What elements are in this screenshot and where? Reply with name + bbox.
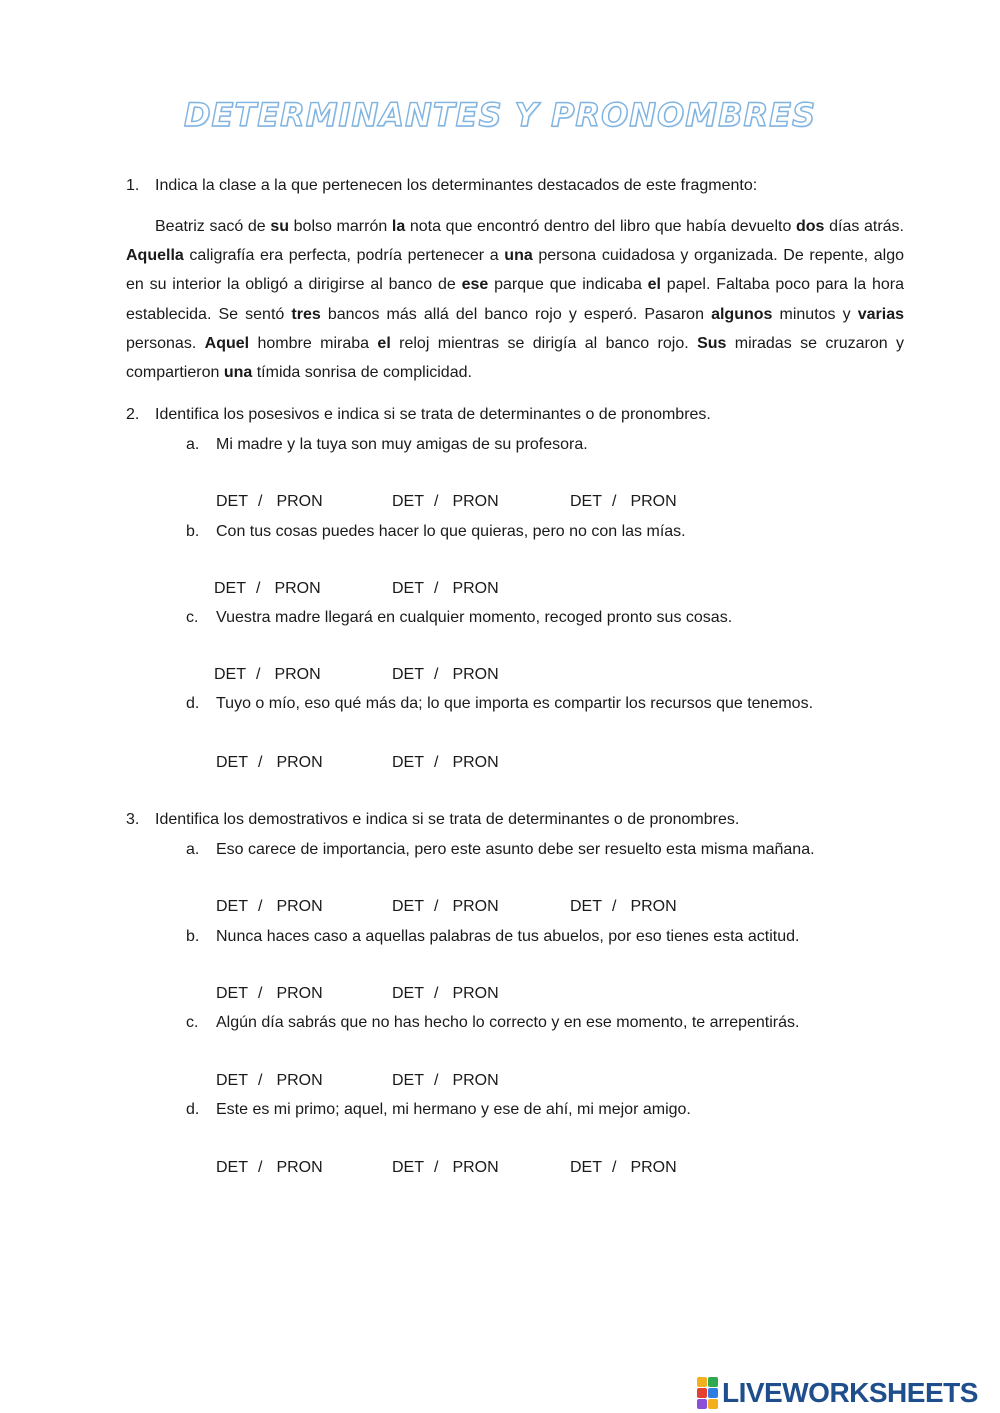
det-pron-choice[interactable]: [392, 580, 499, 598]
pron-option[interactable]: PRON: [276, 493, 323, 510]
det-pron-choice[interactable]: [392, 754, 499, 772]
option-separator: /: [434, 580, 439, 597]
paragraph-text: caligrafía era perfecta, podría pertenecer a: [183, 247, 505, 265]
q2-item-b-letter: b.: [186, 523, 200, 540]
option-separator: /: [258, 898, 263, 915]
highlighted-determinant: ese: [461, 276, 489, 294]
highlighted-determinant: dos: [796, 218, 825, 235]
det-option[interactable]: DET: [392, 754, 424, 771]
option-separator: /: [612, 1159, 617, 1176]
det-option[interactable]: DET: [392, 1072, 424, 1089]
pron-option[interactable]: PRON: [452, 493, 499, 510]
det-option[interactable]: DET: [216, 898, 248, 915]
question-3-prompt: Identifica los demostrativos e indica si se trata de determinantes o de pronombres.: [155, 811, 740, 828]
pron-option[interactable]: PRON: [276, 1072, 323, 1089]
pron-option[interactable]: PRON: [452, 1072, 499, 1089]
det-option[interactable]: DET: [392, 1159, 424, 1176]
option-separator: /: [434, 1159, 439, 1176]
q3-item-b-letter: b.: [186, 928, 200, 945]
q3-item-c-sentence: Algún día sabrás que no has hecho lo correcto y en ese momento, te arrepentirás.: [216, 1014, 800, 1031]
paragraph-text: bolso marrón: [289, 218, 392, 235]
pron-option[interactable]: PRON: [452, 1159, 499, 1176]
det-option[interactable]: DET: [216, 1072, 248, 1089]
highlighted-determinant: la: [391, 218, 406, 235]
q2-item-a-letter: a.: [186, 436, 200, 453]
det-pron-choice[interactable]: [216, 985, 323, 1003]
highlighted-determinant: Sus: [697, 334, 727, 352]
det-pron-choice[interactable]: [216, 493, 323, 511]
det-option[interactable]: DET: [392, 985, 424, 1002]
option-separator: /: [434, 1072, 439, 1089]
highlighted-determinant: varias: [857, 305, 905, 323]
det-option[interactable]: DET: [392, 493, 424, 510]
q2-item-b-sentence: Con tus cosas puedes hacer lo que quieras, pero no con las mías.: [216, 523, 686, 540]
paragraph-text: hombre miraba: [249, 334, 378, 352]
option-separator: /: [256, 580, 261, 597]
paragraph-text: persona cuidadosa y organizada. De repente, algo en su interior la obligó a dirigirse al banco de: [126, 247, 904, 294]
highlighted-determinant: su: [270, 218, 290, 235]
q3-item-c-letter: c.: [186, 1014, 199, 1031]
liveworksheets-brand-text: LIVEWORKSHEETS: [722, 1377, 978, 1408]
det-pron-choice[interactable]: [216, 898, 323, 916]
det-option[interactable]: DET: [392, 898, 424, 915]
det-option[interactable]: DET: [392, 580, 424, 597]
liveworksheets-logo: [697, 1376, 978, 1410]
q3-item-d-letter: d.: [186, 1101, 200, 1118]
q3-item-b-sentence: Nunca haces caso a aquellas palabras de tus abuelos, por eso tienes esta actitud.: [216, 928, 800, 945]
option-separator: /: [434, 898, 439, 915]
paragraph-text: papel. Faltaba poco para la hora establecida. Se sentó: [126, 276, 905, 323]
option-separator: /: [434, 754, 439, 771]
highlighted-determinant: el: [647, 276, 661, 294]
paragraph-text: nota que encontró dentro del libro que había devuelto: [405, 218, 796, 235]
highlighted-determinant: Aquel: [204, 334, 250, 352]
det-option[interactable]: DET: [216, 493, 248, 510]
q2-item-d-sentence: Tuyo o mío, eso qué más da; lo que importa es compartir los recursos que tenemos.: [216, 695, 814, 712]
det-option[interactable]: DET: [216, 1159, 248, 1176]
paragraph-text: parque que indicaba: [488, 276, 648, 294]
det-pron-choice[interactable]: [392, 1072, 499, 1090]
det-option[interactable]: DET: [214, 666, 246, 683]
question-1-number: 1.: [126, 177, 140, 194]
option-separator: /: [434, 985, 439, 1002]
pron-option[interactable]: PRON: [276, 985, 323, 1002]
det-pron-choice[interactable]: [392, 898, 499, 916]
paragraph-text: personas.: [126, 334, 205, 352]
det-pron-choice[interactable]: [216, 1159, 323, 1177]
q2-item-a-sentence: Mi madre y la tuya son muy amigas de su profesora.: [216, 436, 588, 453]
question-1-paragraph: [126, 212, 904, 387]
option-separator: /: [612, 493, 617, 510]
question-2-number: 2.: [126, 406, 140, 423]
det-pron-choice[interactable]: [214, 580, 321, 598]
paragraph-text: días atrás.: [824, 218, 905, 235]
det-option[interactable]: DET: [570, 493, 602, 510]
page-title: DETERMINANTES Y PRONOMBRES: [183, 96, 817, 134]
option-separator: /: [434, 493, 439, 510]
q3-item-a-sentence: Eso carece de importancia, pero este asunto debe ser resuelto esta misma mañana.: [216, 841, 815, 858]
pron-option[interactable]: PRON: [276, 898, 323, 915]
option-separator: /: [256, 666, 261, 683]
det-pron-choice[interactable]: [216, 754, 323, 772]
highlighted-determinant: una: [223, 364, 253, 382]
pron-option[interactable]: PRON: [452, 754, 499, 771]
det-option[interactable]: DET: [570, 1159, 602, 1176]
pron-option[interactable]: PRON: [274, 666, 321, 683]
det-option[interactable]: DET: [392, 666, 424, 683]
option-separator: /: [258, 493, 263, 510]
det-pron-choice[interactable]: [570, 1159, 677, 1177]
det-pron-choice[interactable]: [392, 1159, 499, 1177]
det-pron-choice[interactable]: [570, 898, 677, 916]
highlighted-determinant: una: [504, 247, 533, 265]
det-pron-choice[interactable]: [392, 666, 499, 684]
option-separator: /: [258, 1072, 263, 1089]
pron-option[interactable]: PRON: [452, 580, 499, 597]
option-separator: /: [258, 1159, 263, 1176]
q3-item-a-letter: a.: [186, 841, 200, 858]
q2-item-c-letter: c.: [186, 609, 199, 626]
det-option[interactable]: DET: [214, 580, 246, 597]
q3-item-d-sentence: Este es mi primo; aquel, mi hermano y ese de ahí, mi mejor amigo.: [216, 1101, 691, 1118]
option-separator: /: [258, 985, 263, 1002]
det-option[interactable]: DET: [216, 985, 248, 1002]
highlighted-determinant: algunos: [711, 305, 773, 323]
paragraph-text: bancos más allá del banco rojo y esperó. Pasaron: [320, 305, 712, 323]
paragraph-text: reloj mientras se dirigía al banco rojo.: [390, 334, 698, 352]
q2-item-c-sentence: Vuestra madre llegará en cualquier momento, recoged pronto sus cosas.: [216, 609, 733, 626]
question-1-prompt: Indica la clase a la que pertenecen los determinantes destacados de este fragmento:: [155, 177, 758, 194]
det-pron-choice[interactable]: [216, 1072, 323, 1090]
paragraph-text: miradas se cruzaron y compartieron: [126, 334, 904, 382]
paragraph-text: Beatriz sacó de: [155, 218, 271, 235]
pron-option[interactable]: PRON: [452, 666, 499, 683]
question-3-number: 3.: [126, 811, 140, 828]
det-option[interactable]: DET: [216, 754, 248, 771]
pron-option[interactable]: PRON: [630, 898, 677, 915]
liveworksheets-logo-icon: [697, 1377, 719, 1409]
pron-option[interactable]: PRON: [452, 898, 499, 915]
option-separator: /: [612, 898, 617, 915]
det-pron-choice[interactable]: [392, 493, 499, 511]
pron-option[interactable]: PRON: [276, 754, 323, 771]
pron-option[interactable]: PRON: [452, 985, 499, 1002]
det-option[interactable]: DET: [570, 898, 602, 915]
highlighted-determinant: tres: [291, 305, 321, 323]
option-separator: /: [258, 754, 263, 771]
pron-option[interactable]: PRON: [274, 580, 321, 597]
option-separator: /: [434, 666, 439, 683]
q2-item-d-letter: d.: [186, 695, 200, 712]
question-2-prompt: Identifica los posesivos e indica si se trata de determinantes o de pronombres.: [155, 406, 711, 423]
det-pron-choice[interactable]: [214, 666, 321, 684]
highlighted-determinant: el: [377, 334, 391, 352]
pron-option[interactable]: PRON: [630, 1159, 677, 1176]
det-pron-choice[interactable]: [392, 985, 499, 1003]
pron-option[interactable]: PRON: [276, 1159, 323, 1176]
paragraph-text: tímida sonrisa de complicidad.: [252, 364, 472, 382]
highlighted-determinant: Aquella: [126, 247, 184, 265]
det-pron-choice[interactable]: [570, 493, 677, 511]
pron-option[interactable]: PRON: [630, 493, 677, 510]
paragraph-text: minutos y: [772, 305, 858, 323]
